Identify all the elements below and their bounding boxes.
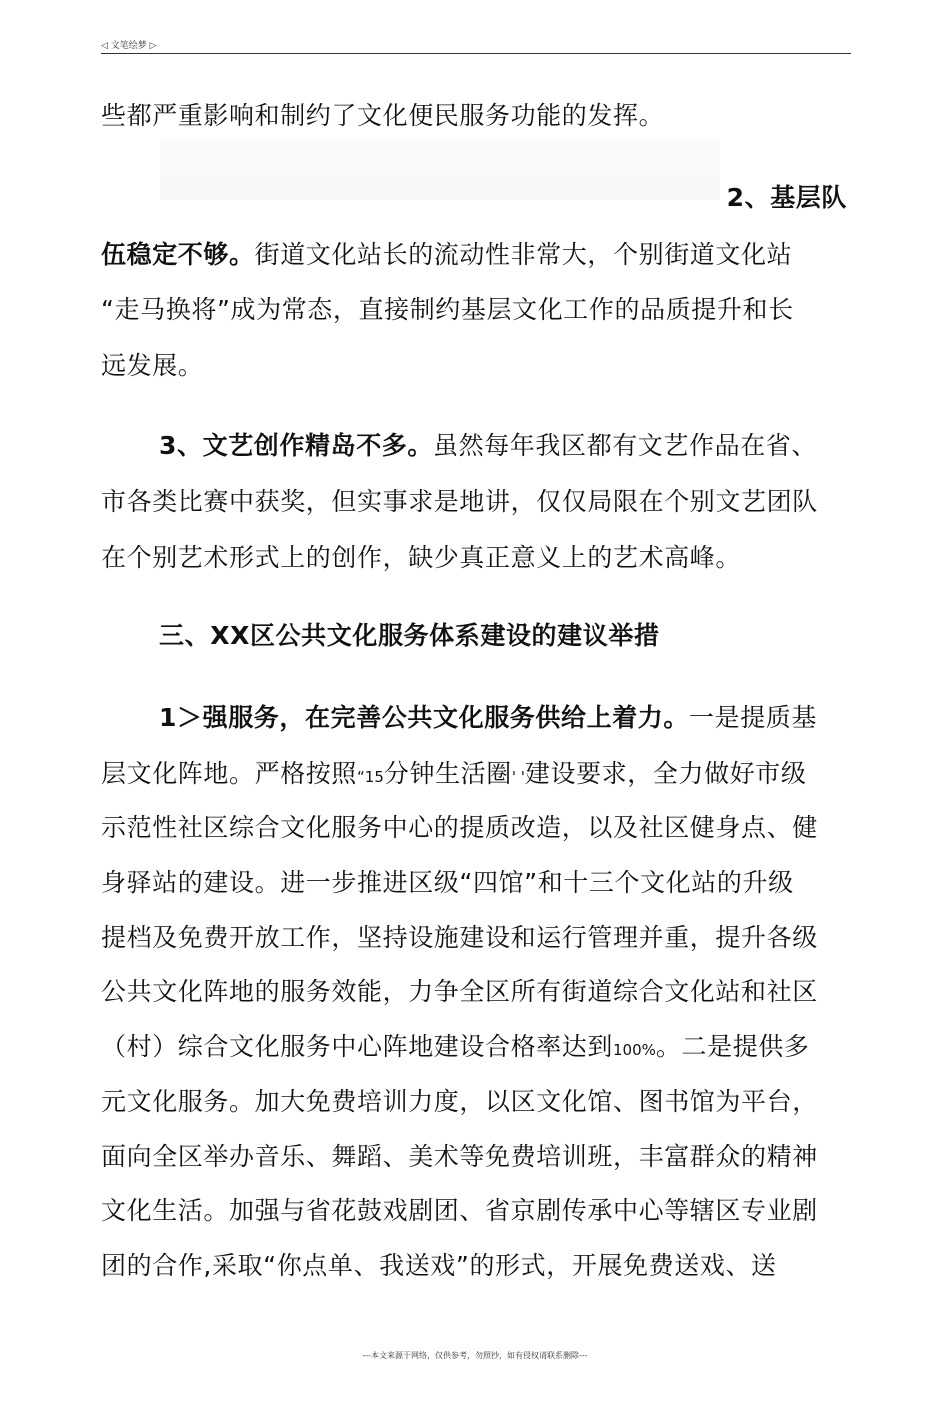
text-span: 层文化阵地。严格按照 <box>101 759 358 788</box>
text-span: 。二是提供多 <box>655 1032 810 1061</box>
text-span: 建设要求，全力做好市级 <box>524 759 807 788</box>
text-line: 提档及免费开放工作，坚持设施建设和运行管理并重，提升各级 <box>101 923 818 952</box>
page-header: ◁ 文笔绘梦 ▷ <box>101 41 157 51</box>
text-line <box>101 754 807 794</box>
text-line: 身驿站的建设。进一步推进区级“四馆”和十三个文化站的升级 <box>101 868 794 897</box>
page-footer: ---本文来源于网络，仅供参考，勿照抄，如有侵权请联系删除--- <box>362 1351 588 1360</box>
text-line: 些都严重影响和制约了文化便民服务功能的发挥。 <box>101 101 665 130</box>
text-line: 市各类比赛中获奖，但实事求是地讲，仅仅局限在个别文艺团队 <box>101 487 818 516</box>
text-line: “走马换将”成为常态，直接制约基层文化工作的品质提升和长 <box>101 295 794 324</box>
text-span: 虽然每年我区都有文艺作品在省、 <box>433 431 818 460</box>
item-heading-1: 1＞强服务，在完善公共文化服务供给上着力。 <box>159 703 689 732</box>
item-heading-2: 2、基层队 <box>726 183 847 212</box>
text-line: 元文化服务。加大免费培训力度，以区文化馆、图书馆为平台， <box>101 1087 818 1116</box>
text-line <box>159 426 817 466</box>
section-heading: 三、XX区公共文化服务体系建设的建议举措 <box>159 621 660 650</box>
item-heading-3: 3、文艺创作精岛不多。 <box>159 431 433 460</box>
text-span: （村）综合文化服务中心阵地建设合格率达到 <box>101 1032 614 1061</box>
text-line: 示范性社区综合文化服务中心的提质改造，以及社区健身点、健 <box>101 813 818 842</box>
item-heading-2-cont: 伍稳定不够。 <box>101 240 255 269</box>
text-span: 分钟生活圈 <box>383 759 512 788</box>
text-line: 面向全区举办音乐、舞蹈、美术等免费培训班，丰富群众的精神 <box>101 1142 818 1171</box>
text-span: 一是提质基 <box>689 703 818 732</box>
text-line <box>159 698 817 738</box>
text-span-small: ' ' <box>511 768 525 786</box>
faint-watermark-band <box>160 140 720 200</box>
text-line: 远发展。 <box>101 351 204 380</box>
text-line <box>101 235 792 275</box>
text-line <box>101 1027 810 1067</box>
text-span-small: “15 <box>357 768 384 786</box>
text-line: 在个别艺术形式上的创作，缺少真正意义上的艺术高峰。 <box>101 543 742 572</box>
header-divider <box>101 53 851 54</box>
text-span: 街道文化站长的流动性非常大，个别街道文化站 <box>254 240 793 269</box>
text-line: 文化生活。加强与省花鼓戏剧团、省京剧传承中心等辖区专业剧 <box>101 1196 818 1225</box>
text-line: 团的合作,采取“你点单、我送戏”的形式，开展免费送戏、送 <box>101 1251 777 1280</box>
text-line: 公共文化阵地的服务效能，力争全区所有街道综合文化站和社区 <box>101 977 818 1006</box>
text-span-small: 100% <box>613 1041 656 1059</box>
